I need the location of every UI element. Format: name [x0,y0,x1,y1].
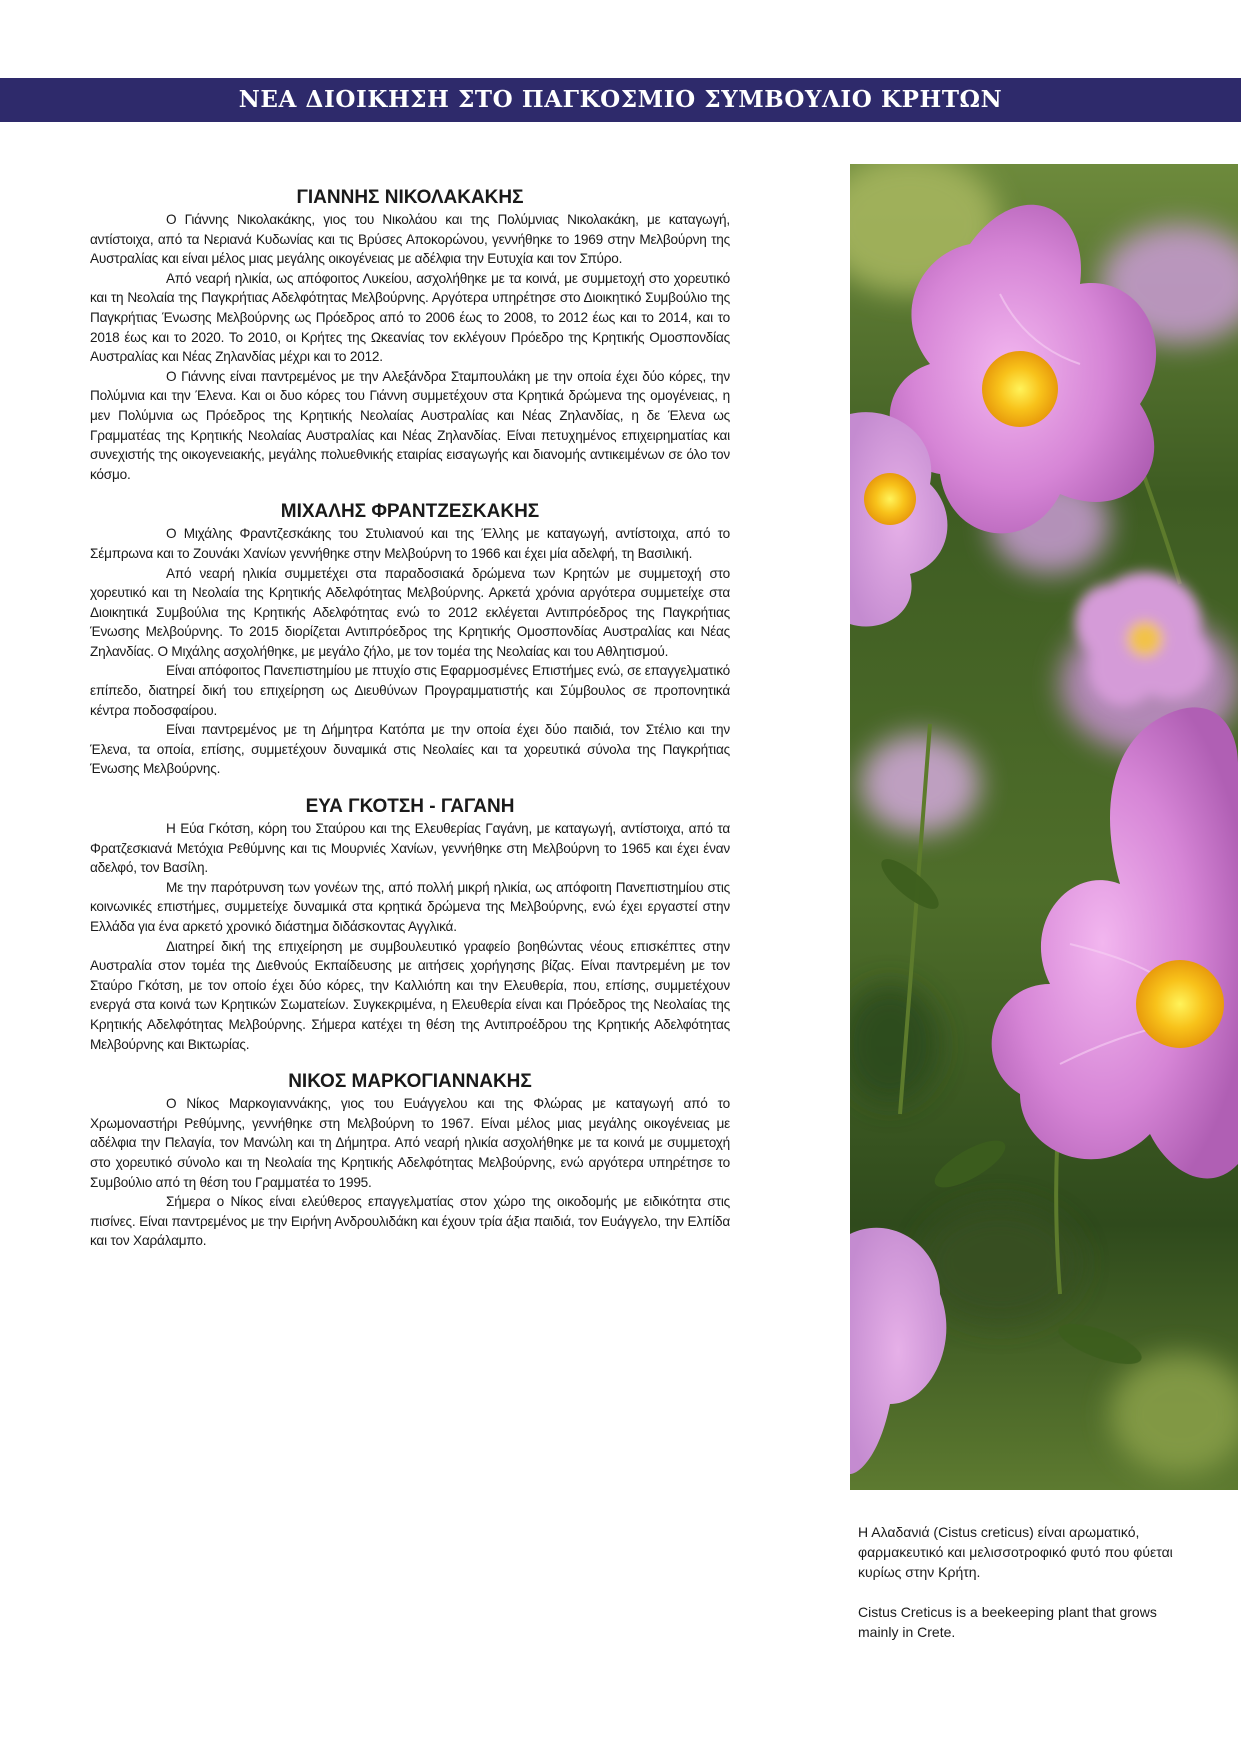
paragraph: Ο Νίκος Μαρκογιαννάκης, γιος του Ευάγγελου και της Φλώρας με καταγωγή από το Χρωμοναστήρι Ρεθύμνης, γεννήθηκε στη Μελβούρνη το 1967. Είναι μέλος μιας μεγάλης οικογένειας με αδέλφια την Πελαγία, τον Μανώλη και τη Δήμητρα. Από νεαρή ηλικία ασχολήθηκε με τα κοινά με συμμετοχή στο χορευτικό σύνολο και τη Νεολαία της Κρητικής Αδελφότητας Μελβούρνης, ενώ αργότερα υπηρέτησε το Συμβούλιο από τη θέση του Γραμματέα το 1995. [90,1096,730,1190]
section-frantzeskakis [90,500,730,779]
paragraph: Σήμερα ο Νίκος είναι ελεύθερος επαγγελματίας στον χώρο της οικοδομής με ειδικότητα στις πισίνες. Είναι παντρεμένος με την Ειρήνη Ανδρουλιδάκη και έχουν τρία άξια παιδιά, τον Ευάγγελο, την Ελπίδα και τον Χαράλαμπο. [90,1194,730,1249]
caption-english: Cistus Creticus is a beekeeping plant that grows mainly in Crete. [858,1604,1157,1640]
page-title: ΝΕΑ ΔΙΟΙΚΗΣΗ ΣΤΟ ΠΑΓΚΟΣΜΙΟ ΣΥΜΒΟΥΛΙΟ ΚΡΗΤΩΝ [238,86,1003,113]
section-heading: ΓΙΑΝΝΗΣ ΝΙΚΟΛΑΚΑΚΗΣ [296,187,524,208]
paragraph: Από νεαρή ηλικία, ως απόφοιτος Λυκείου, ασχολήθηκε με τα κοινά, με συμμετοχή στο χορευτικό και τη Νεολαία της Παγκρήτιας Αδελφότητας Μελβούρνης. Αργότερα υπηρέτησε στο Διοικητικό Συμβούλιο της Παγκρήτιας Ένωσης Μελβούρνης ως Πρόεδρος από το 2006 έως το 2008, το 2012 έως και το 2014, και το 2018 έως και το 2020. Το 2010, οι Κρήτες της Ωκεανίας τον εκλέγουν Πρόεδρο της Κρητικής Ομοσπονδίας Αυστραλίας και Νέας Ζηλανδίας μέχρι και το 2012. [90,270,730,365]
paragraph: Ο Γιάννης είναι παντρεμένος με την Αλεξάνδρα Σταμπουλάκη με την οποία έχει δύο κόρες, την Πολύμνια και την Έλενα. Και οι δυο κόρες του Γιάννη συμμετέχουν στα Κρητικά δρώμενα της ομογένειας, η μεν Πολύμνια ως Πρόεδρος της Κρητικής Νεολαίας Αυστραλίας και Νέας Ζηλανδίας, η δε Έλενα ως Γραμματέας της Κρητικής Νεολαίας Αυστραλίας και Νέας Ζηλανδίας. Είναι πετυχημένος επιχειρηματίας και συνεχιστής της οικογενειακής, μεγάλης πολυεθνικής εταιρίας εισαγωγής και διανομής αντικειμένων σε όλο τον κόσμο. [90,368,730,482]
paragraph: Η Εύα Γκότση, κόρη του Σταύρου και της Ελευθερίας Γαγάνη, με καταγωγή, αντίστοιχα, από τα Φρατζεσκιανά Μετόχια Ρεθύμνης και τις Μουρνιές Χανίων, γεννήθηκε στη Μελβούρνη το 1965 και έχει έναν αδελφό, τον Βασίλη. [90,821,730,876]
caption-greek: Η Αλαδανιά (Cistus creticus) είναι αρωματικό, φαρμακευτικό και μελισσοτροφικό φυτό που φύεται κυρίως στην Κρήτη. [858,1524,1173,1580]
paragraph: Ο Μιχάλης Φραντζεσκάκης του Στυλιανού και της Έλλης με καταγωγή, αντίστοιχα, από το Σέμπρωνα και το Ζουνάκι Χανίων γεννήθηκε στην Μελβούρνη το 1966 και έχει μία αδελφή, τη Βασιλική. [90,526,730,561]
section-heading: ΝΙΚΟΣ ΜΑΡΚΟΓΙΑΝΝΑΚΗΣ [288,1071,532,1093]
section-nikolakakis [90,186,730,484]
paragraph: Από νεαρή ηλικία συμμετέχει στα παραδοσιακά δρώμενα των Κρητών με συμμετοχή στο χορευτικό και τη Νεολαία της Κρητικής Αδελφότητας Μελβούρνης. Αρκετά χρόνια αργότερα συμμετείχε στα Διοικητικά Συμβούλια της Κρητικής Αδελφότητας ενώ το 2012 εκλέγεται Αντιπρόεδρος της Παγκρήτιας Ένωσης Μελβούρνης. Το 2015 διορίζεται Αντιπρόεδρος της Κρητικής Ομοσπονδίας Αυστραλίας και Νέας Ζηλανδίας. Ο Μιχάλης ασχολήθηκε, με μεγάλο ζήλο, με τον τομέα της Νεολαίας και του Αθλητισμού. [90,565,730,659]
paragraph: Με την παρότρυνση των γονέων της, από πολλή μικρή ηλικία, ως απόφοιτη Πανεπιστημίου στις κοινωνικές επιστήμες, συμμετείχε δυναμικά στα κρητικά δρώμενα της Μελβούρνης, ενώ έχει εργαστεί στην Ελλάδα για ένα αρκετό χρονικό διάστημα διδάσκοντας Αγγλικά. [90,879,730,934]
paragraph: Είναι απόφοιτος Πανεπιστημίου με πτυχίο στις Εφαρμοσμένες Επιστήμες ενώ, σε επαγγελματικό επίπεδο, διατηρεί δική του επιχείρηση ως Διευθύνων Προγραμματιστής και Σύμβουλος σε προπονητικά κέντρα ποδοσφαίρου. [90,663,730,718]
header-banner [0,78,1241,122]
section-gkotsi-gagani [90,795,730,1054]
section-heading: ΕΥΑ ΓΚΟΤΣΗ - ΓΑΓΑΝΗ [305,796,515,818]
paragraph: Ο Γιάννης Νικολακάκης, γιος του Νικολάου και της Πολύμνιας Νικολακάκη, με καταγωγή, αντίστοιχα, από τα Νεριανά Κυδωνίας και τις Βρύσες Αποκορώνου, γεννήθηκε το 1969 στην Μελβούρνη της Αυστραλίας και είναι μέλος μιας μεγάλης οικογένειας με αδέλφια την Ευτυχία και τον Σπύρο. [90,212,730,267]
photo-caption [858,1522,1198,1662]
section-markogiannakis [90,1070,730,1251]
section-heading: ΜΙΧΑΛΗΣ ΦΡΑΝΤΖΕΣΚΑΚΗΣ [280,501,540,523]
paragraph: Διατηρεί δική της επιχείρηση με συμβουλευτικό γραφείο βοηθώντας νέους επισκέπτες στην Αυστραλία στον τομέα της Διεθνούς Εκπαίδευσης με αιτήσεις χορήγησης βίζας. Είναι παντρεμένη με τον Σταύρο Γκότση, με τον οποίο έχει δύο κόρες, την Καλλιόπη και την Ελευθερία, που, επίσης, συμμετέχουν ενεργά στα κοινά των Κρητικών Σωματείων. Συγκεκριμένα, η Ελευθερία είναι και Πρόεδρος της Νεολαίας της Κρητικής Αδελφότητας Μελβούρνης. Σήμερα κατέχει τη θέση της Αντιπροέδρου της Κρητικής Αδελφότητας Μελβούρνης και Βικτωρίας. [90,938,730,1052]
paragraph: Είναι παντρεμένος με τη Δήμητρα Κατόπα με την οποία έχει δύο παιδιά, τον Στέλιο και την Έλενα, τα οποία, επίσης, συμμετέχουν δυναμικά στις Νεολαίες και τα χορευτικά σύνολα της Παγκρήτιας Ένωσης Μελβούρνης. [90,722,730,777]
article-body [90,186,730,1267]
flower-photo [850,164,1238,1490]
